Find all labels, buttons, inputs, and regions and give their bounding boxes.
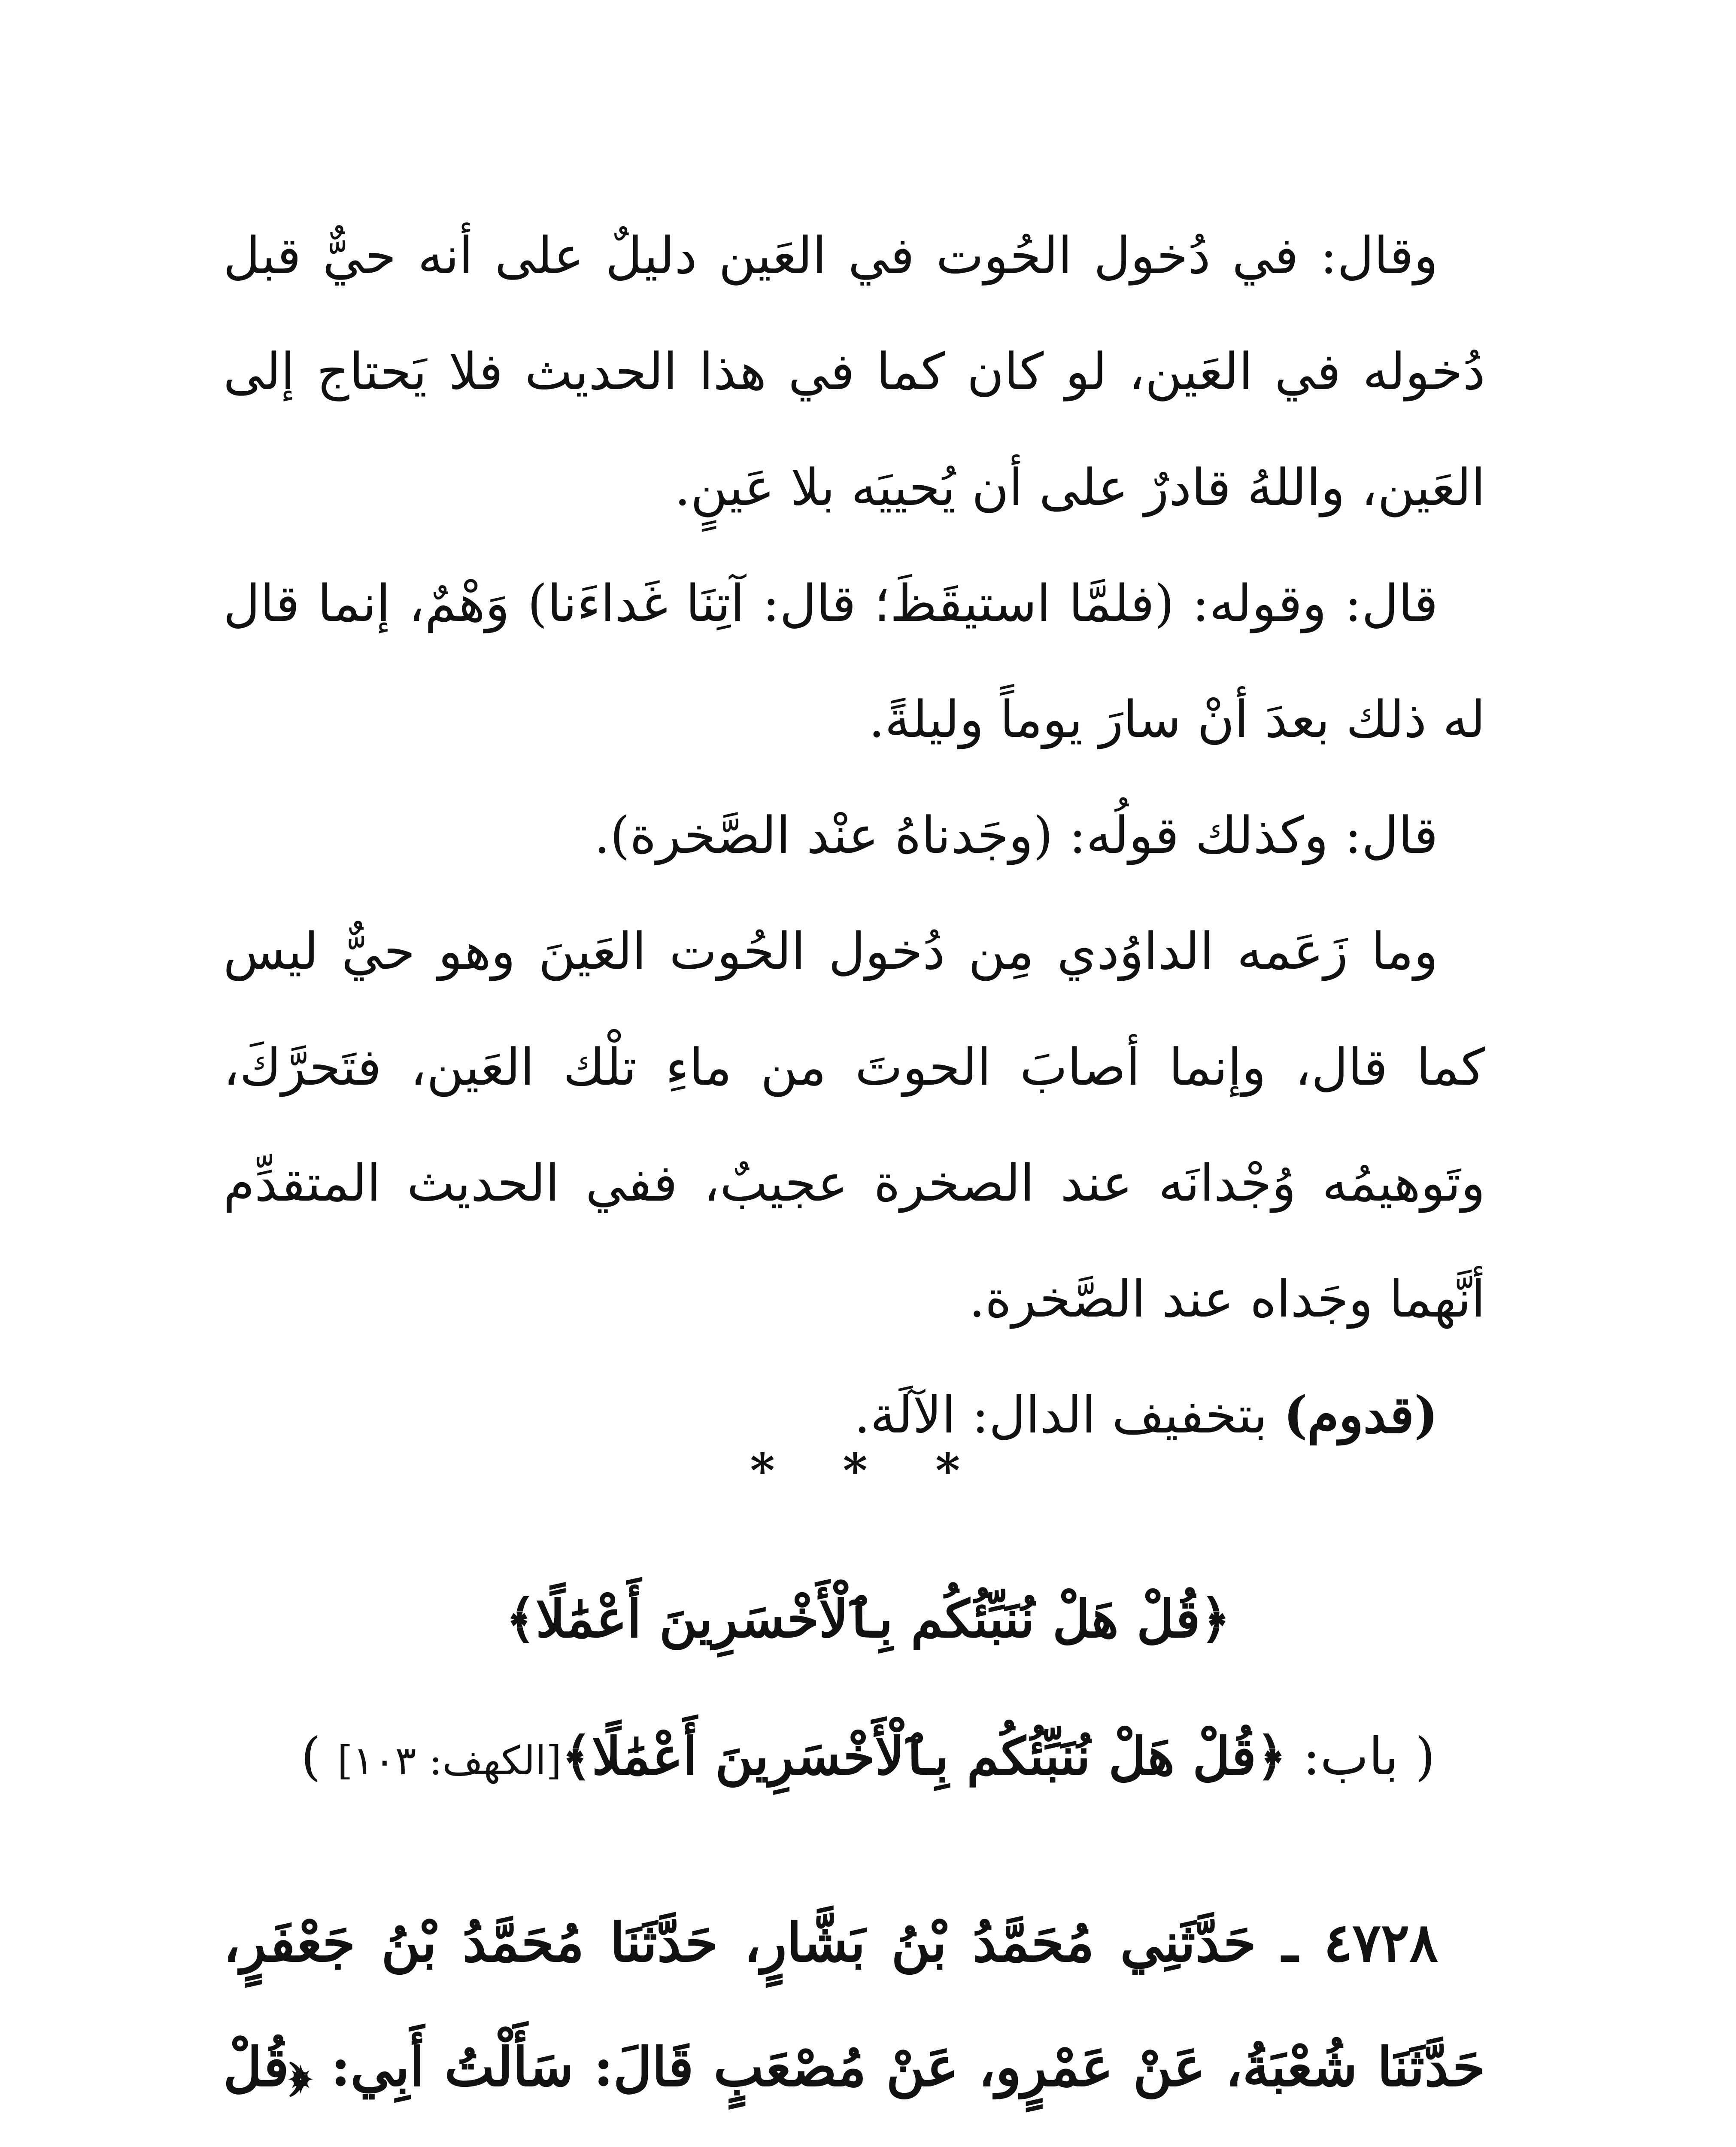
commentary-paragraph-4 (223, 893, 1485, 1357)
hadith-text (223, 1881, 1485, 2147)
hadith-chain: ـ حَدَّثَنِي مُحَمَّدُ بْنُ بَشَّارٍ، حَدَّثَنَا مُحَمَّدُ بْنُ جَعْفَرٍ، حَدَّثَنَا شُعْبَةُ، عَنْ عَمْرٍو، عَنْ مُصْعَبٍ قَالَ: سَأَلْتُ أَبِي: (223, 1912, 1485, 2098)
chapter-heading-verse: ﴿قُلْ هَلْ نُنَبِّئُكُم بِٱلْأَخْسَرِينَ أَعْمَٰلًا﴾ (561, 1726, 1287, 1787)
chapter-heading (0, 1726, 1736, 1787)
commentary-paragraph-3 (223, 777, 1485, 893)
chapter-heading-close: ) (300, 1727, 337, 1787)
chapter-heading-reference: [الكهف: ١٠٣] (337, 1738, 562, 1784)
term-definition: بتخفيف الدال: الآلَة. (854, 1385, 1284, 1445)
term-label: (قدوم) (1283, 1385, 1438, 1445)
chapter-heading-open: ( باب: (1286, 1727, 1436, 1787)
commentary-paragraph-2 (223, 545, 1485, 777)
commentary-paragraph-1 (223, 198, 1485, 545)
hadith-number: ٤٧٢٨ (1323, 1912, 1438, 1974)
verse-heading: ﴿قُلْ هَلْ نُنَبِّئُكُم بِٱلْأَخْسَرِينَ أَعْمَٰلًا﴾ (505, 1589, 1231, 1649)
paragraph-text: قال: وقوله: (فلمَّا استيقَظَ؛ قال: آتِنَا غَداءَنا) وَهْمٌ، إنما قال له ذلك بعدَ أنْ سارَ يوماً وليلةً. (223, 574, 1485, 749)
paragraph-text: وقال: في دُخول الحُوت في العَين دليلٌ على أنه حيٌّ قبل دُخوله في العَين، لو كان كما في هذا الحديث فلا يَحتاج إلى العَين، واللهُ قادرٌ على أن يُحييَه بلا عَينٍ. (223, 226, 1485, 517)
hadith-block (223, 1881, 1485, 2147)
section-separator: * * * (750, 1443, 986, 1498)
paragraph-text: وما زَعَمه الداوُدي مِن دُخول الحُوت العَينَ وهو حيٌّ ليس كما قال، وإنما أصابَ الحوتَ من ماءِ تلْك العَين، فتَحرَّكَ، وتَوهيمُه وُجْدانَه عند الصخرة عجيبٌ، ففي الحديث المتقدِّم أنَّهما وجَداه عند الصَّخرة. (223, 921, 1485, 1329)
hadith-verse: ﴿قُلْ (223, 2036, 311, 2098)
paragraph-text: قال: وكذلك قولُه: (وجَدناهُ عنْد الصَّخرة). (594, 806, 1438, 865)
